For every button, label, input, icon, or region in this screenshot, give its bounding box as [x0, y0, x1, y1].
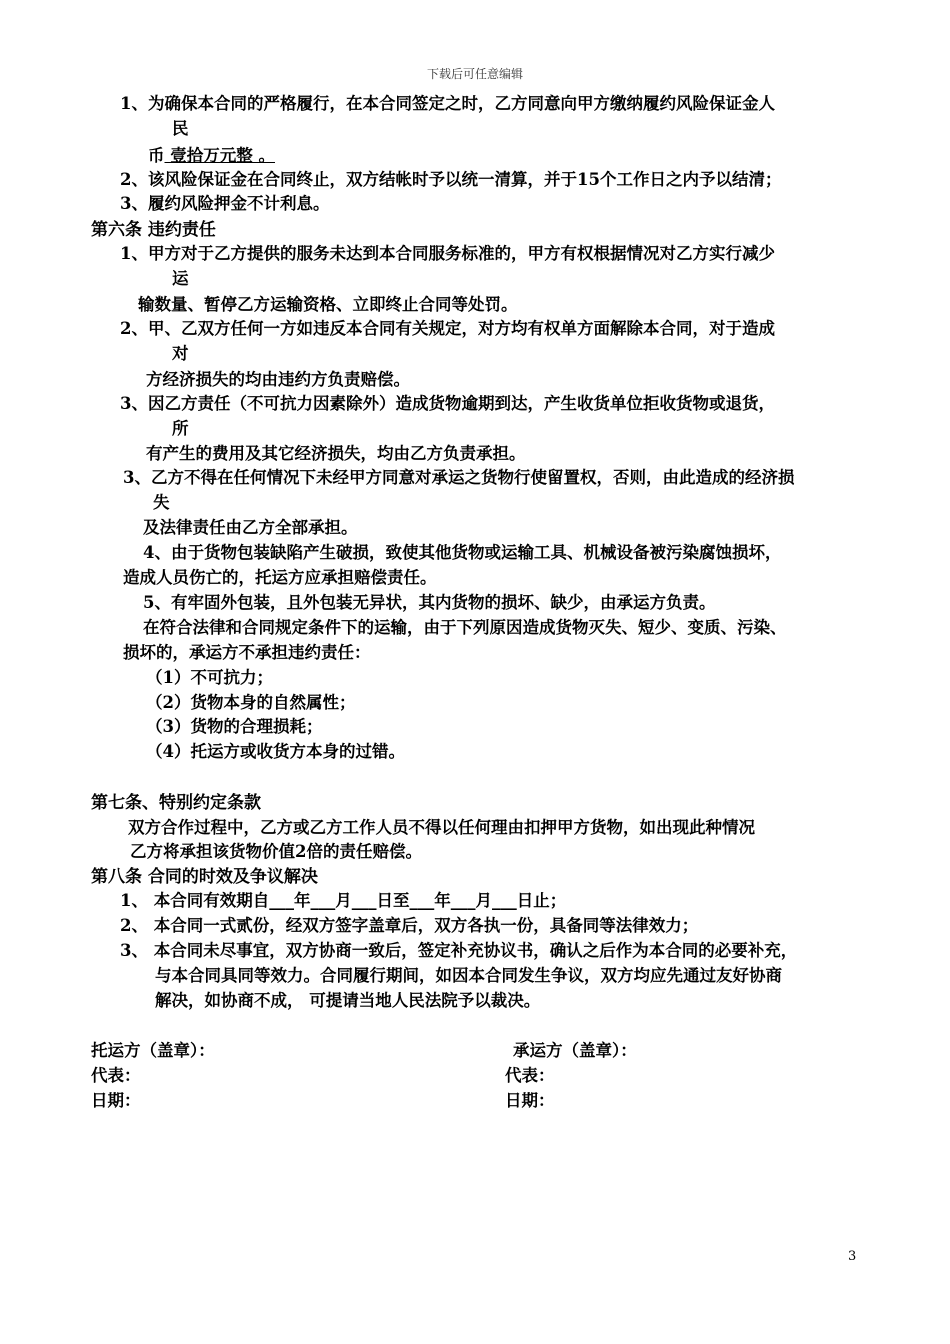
article-6-p1a: 1、甲方对于乙方提供的服务未达到本合同服务标准的，甲方有权根据情况对乙方实行减少	[120, 244, 775, 263]
carrier-representative-label: 代表：	[505, 1066, 555, 1085]
article-7-title: 第七条、特别约定条款	[91, 793, 261, 813]
article-6-title: 第六条 违约责任	[91, 220, 216, 240]
article-7-line-2: 乙方将承担该货物价值2倍的责任赔偿。	[130, 842, 422, 861]
article-6-p1b: 运	[172, 269, 189, 288]
page-number: 3	[848, 1249, 857, 1264]
shipper-seal-label: 托运方（盖章）：	[91, 1041, 215, 1060]
article-6-p4c: 及法律责任由乙方全部承担。	[143, 518, 358, 537]
deposit-currency-label: 币	[148, 146, 165, 165]
page-header: 下载后可任意编辑	[426, 67, 523, 81]
article-8-line-1: 1、 本合同有效期自___年___月___日至___年___月___日止；	[120, 891, 567, 910]
exemption-item-1: （1）不可抗力；	[146, 668, 273, 687]
article-8-line-2: 2、 本合同一式贰份，经双方签字盖章后，双方各执一份，具备同等法律效力；	[120, 916, 699, 935]
article-6-p1c: 输数量、暂停乙方运输资格、立即终止合同等处罚。	[138, 295, 518, 314]
deposit-line-1-wrap: 民	[172, 119, 189, 138]
exemption-item-2: （2）货物本身的自然属性；	[146, 693, 356, 712]
article-8-title: 第八条 合同的时效及争议解决	[91, 867, 318, 887]
article-8-line-3c: 解决，如协商不成， 可提请当地人民法院予以裁决。	[155, 991, 541, 1010]
article-6-p2c: 方经济损失的均由违约方负责赔偿。	[146, 370, 410, 389]
article-6-p5b: 造成人员伤亡的，托运方应承担赔偿责任。	[123, 568, 437, 587]
article-6-p3c: 有产生的费用及其它经济损失，均由乙方负责承担。	[146, 444, 526, 463]
carrier-seal-label: 承运方（盖章）：	[513, 1041, 637, 1060]
article-8-line-3b: 与本合同具同等效力。合同履行期间，如因本合同发生争议，双方均应先通过友好协商	[155, 966, 782, 985]
article-6-p3a: 3、因乙方责任（不可抗力因素除外）造成货物逾期到达，产生收货单位拒收货物或退货，	[120, 394, 775, 413]
article-6-p2a: 2、甲、乙双方任何一方如违反本合同有关规定，对方均有权单方面解除本合同，对于造成	[120, 319, 775, 338]
article-6-p4b: 失	[153, 493, 170, 512]
article-6-p2b: 对	[172, 344, 189, 363]
article-6-p5a: 4、由于货物包装缺陷产生破损，致使其他货物或运输工具、机械设备被污染腐蚀损坏，	[143, 543, 782, 562]
article-8-line-3a: 3、 本合同未尽事宜，双方协商一致后，签定补充协议书，确认之后作为本合同的必要补充，	[120, 941, 798, 960]
shipper-date-label: 日期：	[91, 1091, 141, 1110]
article-7-line-1: 双方合作过程中，乙方或乙方工作人员不得以任何理由扣押甲方货物，如出现此种情况	[128, 818, 755, 837]
article-6-p3b: 所	[172, 419, 189, 438]
deposit-line-3: 2、该风险保证金在合同终止，双方结帐时予以统一清算，并于15个工作日之内予以结清；	[120, 170, 782, 189]
deposit-line-2	[148, 145, 275, 167]
exemption-item-3: （3）货物的合理损耗；	[146, 717, 323, 736]
deposit-line-4: 3、履约风险押金不计利息。	[120, 194, 330, 213]
deposit-line-1: 1、为确保本合同的严格履行，在本合同签定之时，乙方同意向甲方缴纳履约风险保证金人	[120, 94, 775, 113]
article-6-p7a: 在符合法律和合同规定条件下的运输，由于下列原因造成货物灭失、短少、变质、污染、	[143, 618, 787, 637]
carrier-date-label: 日期：	[505, 1091, 555, 1110]
deposit-amount: 壹拾万元整 。	[164, 146, 275, 165]
article-6-p4a: 3、乙方不得在任何情况下未经甲方同意对承运之货物行使留置权，否则，由此造成的经济损	[123, 468, 795, 487]
exemption-item-4: （4）托运方或收货方本身的过错。	[146, 742, 405, 761]
article-6-p6: 5、有牢固外包装，且外包装无异状，其内货物的损坏、缺少，由承运方负责。	[143, 593, 716, 612]
article-6-p7b: 损坏的，承运方不承担违约责任：	[123, 643, 371, 662]
shipper-representative-label: 代表：	[91, 1066, 141, 1085]
